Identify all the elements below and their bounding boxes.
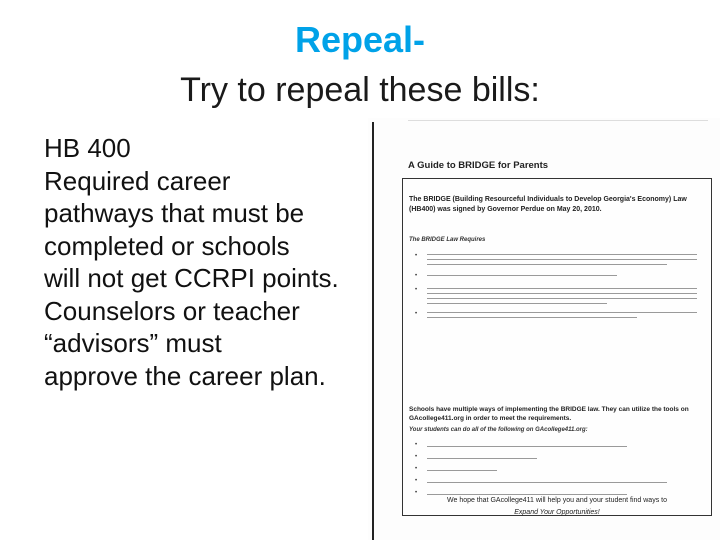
slide-subtitle: Try to repeal these bills: bbox=[180, 71, 540, 109]
text-line bbox=[427, 303, 607, 304]
multiple-ways-text: Schools have multiple ways of implementing the BRIDGE law. They can utilize the tools on GAcollege411.org in order to meet the requirements. bbox=[409, 406, 689, 422]
list-item bbox=[415, 309, 705, 323]
list-item bbox=[415, 453, 705, 465]
document-box bbox=[402, 178, 712, 516]
scanned-document-image bbox=[368, 118, 720, 540]
tools-list bbox=[415, 441, 705, 501]
text-line bbox=[427, 275, 617, 276]
requires-label: The BRIDGE Law Requires bbox=[409, 237, 486, 243]
list-item bbox=[415, 285, 705, 305]
body-line: Counselors or teacher bbox=[44, 295, 300, 326]
text-line bbox=[427, 482, 667, 483]
text-line bbox=[427, 317, 637, 318]
bullet-icon: • bbox=[415, 490, 418, 496]
text-line bbox=[427, 298, 697, 299]
body-line: completed or schools bbox=[44, 230, 290, 261]
text-line bbox=[427, 293, 697, 294]
list-item bbox=[415, 465, 705, 477]
bullet-icon: • bbox=[415, 442, 418, 448]
body-text bbox=[44, 132, 374, 392]
title-block bbox=[0, 18, 720, 112]
text-line bbox=[427, 494, 627, 495]
document-top-line bbox=[408, 120, 708, 121]
text-line bbox=[427, 288, 697, 289]
list-item bbox=[415, 441, 705, 453]
document-title: A Guide to BRIDGE for Parents bbox=[408, 160, 549, 171]
bullet-icon: • bbox=[415, 287, 418, 293]
text-line bbox=[427, 264, 667, 265]
bullet-icon: • bbox=[415, 466, 418, 472]
document-heading: The BRIDGE (Building Resourceful Individuals to Develop Georgia's Economy) Law (HB400) was signed by Governor Perdue on May 20, 2010. bbox=[409, 196, 687, 213]
bullet-icon: • bbox=[415, 478, 418, 484]
slide-title: Repeal- bbox=[294, 19, 426, 60]
bullet-icon: • bbox=[415, 311, 418, 317]
hope-line: We hope that GAcollege411 will help you and your student find ways to bbox=[447, 497, 667, 504]
body-line: “advisors” must bbox=[44, 328, 222, 358]
body-line: Required career bbox=[44, 165, 231, 196]
list-item bbox=[415, 477, 705, 489]
bullet-icon: • bbox=[415, 273, 418, 279]
list-item bbox=[415, 251, 705, 267]
text-line bbox=[427, 254, 697, 255]
bullet-icon: • bbox=[415, 253, 418, 259]
can-do-label: Your students can do all of the following on GAcollege411.org: bbox=[409, 427, 588, 433]
requirement-list bbox=[415, 251, 705, 327]
body-line: approve the career plan. bbox=[44, 360, 326, 391]
body-line: will not get CCRPI points. bbox=[44, 263, 339, 293]
body-line: HB 400 bbox=[44, 133, 131, 163]
bullet-icon: • bbox=[415, 454, 418, 460]
list-item bbox=[415, 271, 705, 281]
body-line: pathways that must be bbox=[44, 198, 305, 228]
text-line bbox=[427, 259, 697, 260]
document-edge bbox=[372, 122, 374, 540]
text-line bbox=[427, 458, 537, 459]
text-line bbox=[427, 312, 697, 313]
expand-line: Expand Your Opportunities! bbox=[514, 509, 600, 516]
text-line bbox=[427, 470, 497, 471]
text-line bbox=[427, 446, 627, 447]
